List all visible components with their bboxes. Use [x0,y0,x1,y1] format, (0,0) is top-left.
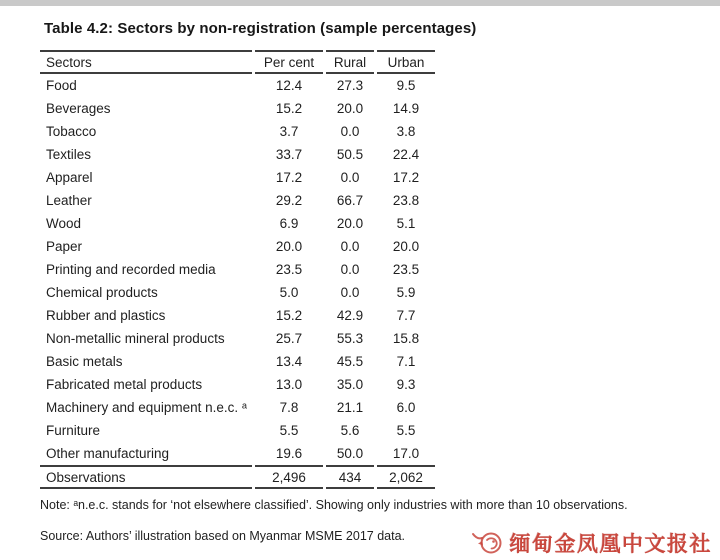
rural-cell: 66.7 [336,193,364,208]
table-row [40,235,434,258]
rural-cell: 27.3 [336,78,364,93]
table-row [40,97,434,120]
table-header-row [40,50,434,74]
sector-cell: Beverages [46,101,111,116]
urban-cell: 15.8 [392,331,420,346]
table-row [40,120,434,143]
sector-cell: Wood [46,216,82,231]
rural-cell: 0.0 [340,124,360,139]
observations-urban: 2,062 [377,465,435,489]
per-cent-cell: 7.8 [279,400,299,415]
per-cent-cell: 5.0 [279,285,299,300]
per-cent-cell: 33.7 [275,147,303,162]
urban-cell: 7.1 [396,354,416,369]
urban-cell: 5.1 [396,216,416,231]
rural-cell: 55.3 [336,331,364,346]
per-cent-cell: 5.5 [279,423,299,438]
rural-cell: 5.6 [340,423,360,438]
per-cent-cell: 19.6 [275,446,303,461]
urban-cell: 23.5 [392,262,420,277]
urban-cell: 9.5 [396,78,416,93]
sector-cell: Basic metals [46,354,123,369]
rural-cell: 20.0 [336,101,364,116]
urban-cell: 17.0 [392,446,420,461]
sector-cell: Furniture [46,423,101,438]
rural-cell: 50.5 [336,147,364,162]
rural-cell: 50.0 [336,446,364,461]
per-cent-cell: 23.5 [275,262,303,277]
table-row [40,143,434,166]
sector-cell: Fabricated metal products [46,377,203,392]
header-per-cent: Per cent [255,50,323,74]
sector-cell: Textiles [46,147,92,162]
per-cent-cell: 17.2 [275,170,303,185]
observations-per-cent: 2,496 [255,465,323,489]
table-body [40,74,434,465]
table-row [40,396,434,419]
table-source: Source: Authors’ illustration based on Myanmar MSME 2017 data. [40,529,406,543]
table-row [40,327,434,350]
sector-cell: Other manufacturing [46,446,170,461]
header-rural: Rural [326,50,374,74]
rural-cell: 20.0 [336,216,364,231]
watermark-text: 缅甸金凤凰中文报社 [509,533,712,556]
per-cent-cell: 13.0 [275,377,303,392]
table-row [40,304,434,327]
urban-cell: 7.7 [396,308,416,323]
sector-cell: Machinery and equipment n.e.c. ᵃ [46,400,247,415]
sectors-table [40,50,434,489]
per-cent-cell: 29.2 [275,193,303,208]
table-note: Note: ᵃn.e.c. stands for ‘not elsewhere classified’. Showing only industries with more than 10 observations. [40,498,628,512]
per-cent-cell: 6.9 [279,216,299,231]
table-row [40,166,434,189]
sector-cell: Apparel [46,170,93,185]
per-cent-cell: 15.2 [275,308,303,323]
sector-cell: Non-metallic mineral products [46,331,225,346]
table-row [40,442,434,465]
urban-cell: 23.8 [392,193,420,208]
observations-rural: 434 [326,465,374,489]
rural-cell: 35.0 [336,377,364,392]
rural-cell: 0.0 [340,239,360,254]
rural-cell: 42.9 [336,308,364,323]
per-cent-cell: 12.4 [275,78,303,93]
rural-cell: 45.5 [336,354,364,369]
table-row [40,281,434,304]
urban-cell: 6.0 [396,400,416,415]
per-cent-cell: 15.2 [275,101,303,116]
table-row [40,373,434,396]
rural-cell: 0.0 [340,170,360,185]
table-row [40,74,434,97]
sector-cell: Chemical products [46,285,158,300]
per-cent-cell: 25.7 [275,331,303,346]
document-page [0,6,720,543]
urban-cell: 5.5 [396,423,416,438]
urban-cell: 22.4 [392,147,420,162]
urban-cell: 9.3 [396,377,416,392]
urban-cell: 20.0 [392,239,420,254]
urban-cell: 14.9 [392,101,420,116]
rural-cell: 0.0 [340,262,360,277]
observations-row [40,465,434,489]
sector-cell: Printing and recorded media [46,262,216,277]
table-row [40,350,434,373]
sector-cell: Rubber and plastics [46,308,166,323]
rural-cell: 0.0 [340,285,360,300]
urban-cell: 3.8 [396,124,416,139]
table-row [40,419,434,442]
header-sectors: Sectors [40,50,252,74]
sector-cell: Paper [46,239,83,254]
observations-label: Observations [40,465,252,489]
table-row [40,189,434,212]
sector-cell: Tobacco [46,124,97,139]
sector-cell: Leather [46,193,92,208]
sector-cell: Food [46,78,77,93]
table-title: Table 4.2: Sectors by non-registration (sample percentages) [44,20,477,37]
table-row [40,212,434,235]
urban-cell: 5.9 [396,285,416,300]
table-row [40,258,434,281]
per-cent-cell: 13.4 [275,354,303,369]
per-cent-cell: 3.7 [279,124,299,139]
urban-cell: 17.2 [392,170,420,185]
rural-cell: 21.1 [336,400,364,415]
per-cent-cell: 20.0 [275,239,303,254]
header-urban: Urban [377,50,435,74]
